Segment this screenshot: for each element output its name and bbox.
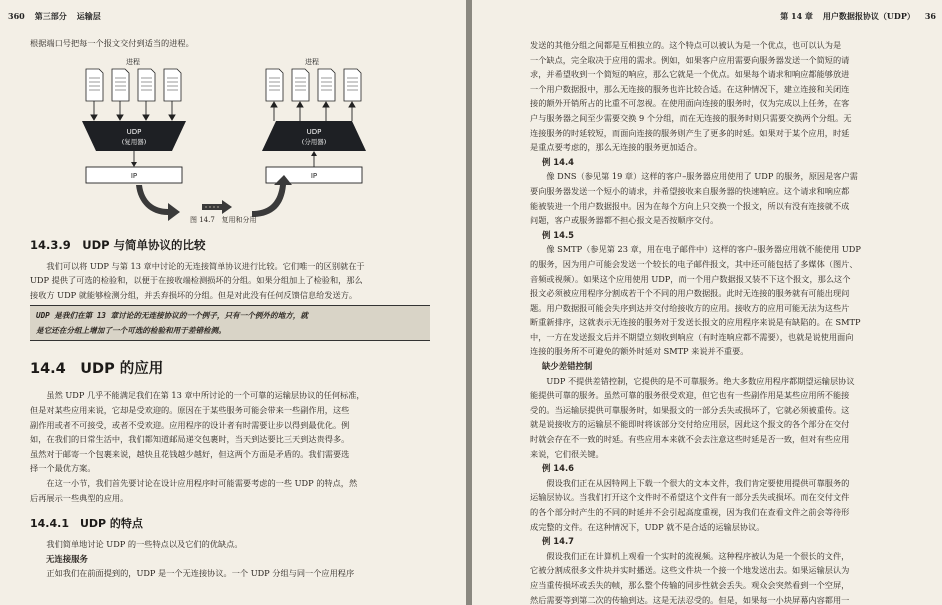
left-udp-label: UDP (126, 127, 142, 136)
para-line: 应当重传损坏或丢失的帧，那么整个传输的同步性就会丢失。观众会突然看到一个空屏， (530, 579, 850, 590)
para-line: 在这一小节，我们首先要讨论在设计应用程序时可能需要考虑的一些 UDP 的特点，然 (46, 477, 358, 488)
example-14-5-heading: 例 14.5 (542, 229, 574, 240)
para-line: 成完整的文件。在这种情况下，UDP 就不是合适的运输层协议。 (530, 521, 765, 532)
para-line: UDP 提供了可选的检验和，以便于在接收端检测损坏的分组。如果分组加上了检验和，那么 (30, 275, 363, 286)
left-part: 第三部分 (34, 11, 67, 21)
para-line: 时就会存在不一致的时延。有些应用本来就不会去注意这些时延是否一致，但对有些应用 (530, 434, 850, 445)
para-line: 后再展示一些典型的应用。 (30, 492, 129, 503)
right-page-number: 36 (924, 11, 936, 21)
para-line: 择一个最优方案。 (30, 463, 96, 474)
right-chapter: 第 14 章 (780, 11, 813, 21)
section-14-4-body (30, 388, 430, 505)
para-line: 断重新排序，这就表示无连接的服务对于发送长报文的应用程序来说是有缺陷的。在 SMTP (530, 317, 861, 328)
para-line: 一个用户数据报中，那么无连接的服务也许比较合适。在这种情况下，建立连接和关闭连 (530, 83, 850, 94)
para-line: 一个缺点，完全取决于应用的需求。例如，如果客户应用需要向服务器发送一个简短的请 (530, 54, 850, 65)
para-line: 假设我们正在计算机上观看一个实时的流视频。这种程序被认为是一个很长的文件， (546, 550, 850, 561)
figure-title: 复用和分用 (221, 215, 257, 224)
para-line: 来说，它们很关键。 (530, 448, 604, 459)
left-ip-label: IP (130, 171, 138, 180)
left-process-label: 进程 (126, 57, 140, 66)
intro-line: 根据端口号把每一个报文交付到适当的进程。 (30, 38, 194, 48)
para-line: 像 DNS（参见第 19 章）这样的客户–服务器应用使用了 UDP 的服务，原因是客户需 (546, 171, 858, 182)
para-line: 户与服务器之间至少需要交换 9 个分组，而在无连接的服务时则只需要交换两个分组。无 (530, 112, 852, 123)
example-14-7-heading: 例 14.7 (542, 536, 574, 547)
note-box (30, 305, 430, 341)
right-chapter-title: 用户数据报协议（UDP） (822, 11, 915, 21)
subheading-connectionless: 无连接服务 (46, 553, 88, 564)
right-udp-demultiplexer (262, 121, 366, 151)
para-line: 的各个部分时产生的不同的时延并不会引起高度重视，因为我们在查看文件之前会等待形 (530, 507, 850, 517)
note-line: 是它还在分组上增加了一个可选的检验和用于差错检测。 (36, 326, 226, 336)
para-line: 能被装进一个用户数据报中。因为在每个方向上只交换一个报文，所以有没有连接就不成 (530, 200, 850, 211)
section-14-3-9-body (30, 259, 430, 303)
para-line: 接的额外开销所占的比重不可忽视。在使用面向连接的服务时，仅为完成以上任务，在客 (530, 98, 850, 109)
para-line: 我们可以将 UDP 与第 13 章中讨论的无连接简单协议进行比较。它们唯一的区别就在于 (46, 260, 365, 271)
left-page-number: 360 (8, 11, 25, 21)
right-page (472, 0, 942, 605)
para-line: 音频或视频）。如果这个应用使用 UDP，而一个用户数据报又装不下这个报文，那么这个 (530, 273, 851, 284)
figure-14-7 (30, 51, 430, 227)
example-14-6-heading: 例 14.6 (542, 463, 574, 474)
left-down-arrows (91, 101, 175, 120)
example-14-4-heading: 例 14.4 (542, 156, 574, 167)
para-line: 的服务，因为用户可能会发送一个较长的电子邮件报文，其中还可能包括了多媒体（图片、 (530, 258, 858, 269)
para-line: 连接的服务所不可避免的额外时延对 SMTP 来说并不重要。 (530, 346, 749, 357)
right-running-head (780, 11, 936, 22)
left-udp-multiplexer (82, 121, 186, 151)
right-up-arrows (271, 102, 355, 121)
para-line: 发送的其他分组之间都是互相独立的。这个特点可以被认为是一个优点，也可以认为是 (530, 40, 842, 50)
right-ip-label: IP (310, 171, 318, 180)
para-line: 虽然 UDP 几乎不能满足我们在第 13 章中所讨论的一个可靠的运输层协议的任何标准， (46, 390, 365, 401)
para-line: 能提供可靠的服务。虽然可靠的服务很受欢迎，但它也有一些副作用是某些应用所不能接 (530, 390, 850, 401)
right-process-docs (266, 69, 361, 101)
para-line: 要向服务器发送一个短小的请求，并希望接收来自服务器的快速响应。这个请求和响应都 (530, 185, 850, 196)
right-udp-label: UDP (306, 127, 322, 136)
para-line: 正如我们在前面提到的，UDP 是一个无连接协议。一个 UDP 分组与同一个应用程序 (46, 568, 355, 579)
right-process-label: 进程 (305, 57, 319, 66)
para-line: 它被分割成很多文件块并实时播送。这些文件块一个接一个地发送出去。如果运输层认为 (530, 565, 850, 576)
left-udp-sublabel: (复用器) (121, 137, 147, 146)
para-line: 就是说接收方的运输层不能即时将该部分交付给应用层，因此这个报文的各个部分在交付 (530, 419, 850, 430)
figure-caption (190, 215, 257, 225)
para-line: 受的。当运输层提供可靠服务时，如果报文的一部分丢失或损坏了，它就必须被重传。这 (530, 404, 850, 415)
middle-transfer-arrow (202, 200, 232, 214)
section-14-4-title: 14.4 UDP 的应用 (30, 361, 164, 378)
para-line: 但是对某些应用来说，它却是受欢迎的。原因在于某些服务可能会带来一些副作用，这些 (30, 404, 350, 415)
para-line: 连接服务的时延较短，而面向连接的服务则产生了更多的时延。如果对于某个应用，时延 (530, 127, 850, 138)
para-line: 是重点要考虑的，那么无连接的服务更加适合。 (530, 142, 702, 153)
para-line: 我们简单地讨论 UDP 的一些特点以及它们的优缺点。 (46, 539, 243, 550)
left-page (0, 0, 466, 605)
para-line: 中，一方在发送报文后并不期望立刻收到响应（有时连响应都不需要），也就是说使用面向 (530, 331, 854, 342)
left-running-head (8, 11, 101, 22)
para-line: 像 SMTP（参见第 23 章，用在电子邮件中）这样的客户–服务器应用就不能使用 UDP (546, 244, 861, 255)
para-line: UDP 不提供差错控制，它提供的是不可靠服务。绝大多数应用程序都期望运输层协议 (546, 375, 855, 386)
note-line: UDP 是我们在第 13 章讨论的无连接协议的一个例子，只有一个例外的地方，就 (36, 311, 308, 321)
section-14-4-1-body (30, 537, 430, 581)
para-line: 如，在我们的日常生活中，我们都知道邮局递交包裹时，当天到达要比三天到达贵得多。 (30, 434, 350, 445)
para-line: 副作用或者不可接受，或者不受欢迎。应用程序的设计者有时需要让步以得到最优化。例 (30, 419, 350, 430)
left-curved-arrow (136, 185, 180, 221)
para-line: 求，并希望收到一个简短的响应，那么它就是一个优点。如果每个请求和响应都能够放进 (530, 69, 850, 80)
para-line: 假设我们正在从因特网上下载一个很大的文本文件，我们肯定要使用提供可靠服务的 (546, 477, 850, 488)
section-14-3-9-title: 14.3.9 UDP 与简单协议的比较 (30, 237, 206, 252)
para-line: 题。用户数据报可能会失序到达并交付给接收方的应用。接收方的应用可能无法为这些片 (530, 302, 850, 313)
para-line: 然后需要等到第二次的传输到达。这是无法忍受的。但是，如果每一小块屏幕内容都用一 (530, 594, 850, 605)
para-line: 问题，客户或服务器都不担心报文是否按顺序交付。 (530, 215, 719, 226)
left-content (30, 36, 430, 581)
subheading-no-error-control: 缺少差错控制 (542, 361, 593, 372)
para-line: 接收方 UDP 就能够检测分组，并丢弃损坏的分组。但是对此没有任何反馈信息给发送方。 (30, 289, 358, 300)
right-content (530, 38, 936, 605)
left-process-docs (86, 69, 181, 101)
figure-number: 图 14.7 (190, 215, 215, 224)
section-14-4-1-title: 14.4.1 UDP 的特点 (30, 517, 143, 531)
para-line: 运输层协议。当我们打开这个文件时不希望这个文件有一部分丢失或损坏。而在交付文件 (530, 492, 850, 503)
mux-demux-diagram (30, 51, 430, 227)
left-part-title: 运输层 (76, 11, 101, 21)
para-line: 虽然对于邮寄一个包裹来说，越快且花钱越少越好，但这两个方面是矛盾的。我们需要选 (30, 448, 350, 459)
right-udp-sublabel: (分用器) (301, 137, 327, 146)
para-line: 报文必须被应用程序分割成若干个不同的用户数据报。此时无连接的服务就有可能出现问 (530, 288, 850, 299)
